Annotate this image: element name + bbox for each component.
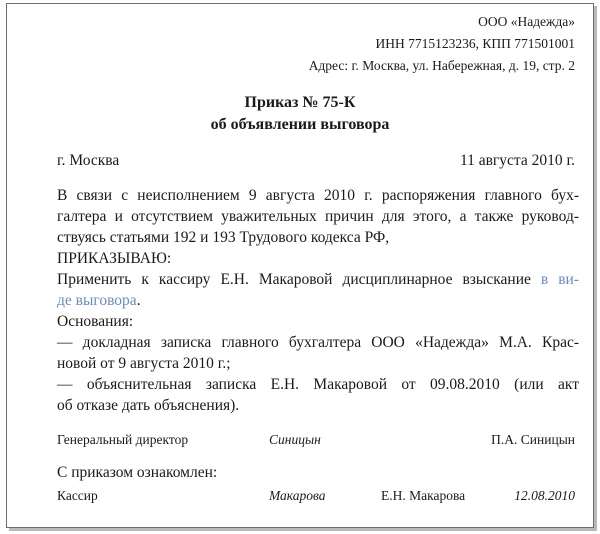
grounds-item-line: — докладная записка главного бухгалтера ООО «Надежда» М.А. Крас- [57, 334, 579, 351]
director-name: П.А. Синицын [491, 432, 575, 447]
acknowledge-label: С приказом ознакомлен: [57, 464, 218, 481]
order-text-line [57, 271, 579, 289]
cashier-position: Кассир [57, 488, 98, 503]
company-name: ООО «Надежда» [478, 14, 575, 29]
grounds-label: Основания: [57, 313, 134, 330]
order-document [6, 3, 594, 528]
director-signature: Синицын [269, 432, 321, 447]
reprimand-link[interactable]: в ви- [540, 271, 579, 288]
order-word: ПРИКАЗЫВАЮ: [57, 250, 172, 267]
grounds-item-line: новой от 9 августа 2010 г.; [57, 355, 231, 372]
company-inn-kpp: ИНН 7715123236, КПП 771501001 [375, 36, 575, 51]
body-paragraph-line: галтера и отсутствием уважительных причин для этого, а также руковод- [57, 208, 579, 225]
body-paragraph-line: В связи с неисполнением 9 августа 2010 г. распоряжения главного бух- [57, 187, 579, 204]
document-date: 11 августа 2010 г. [459, 152, 575, 169]
order-text-end: . [136, 292, 141, 309]
order-text-line [57, 292, 141, 310]
cashier-signature: Макарова [269, 488, 326, 503]
order-text: Применить к кассиру Е.Н. Макаровой дисциплинарное взыскание [57, 271, 541, 288]
director-position: Генеральный директор [57, 432, 189, 447]
cashier-name: Е.Н. Макарова [381, 488, 466, 503]
company-address: Адрес: г. Москва, ул. Набережная, д. 19, стр. 2 [308, 58, 575, 73]
grounds-item-line: — объяснительная записка Е.Н. Макаровой от 09.08.2010 (или акт [57, 376, 579, 393]
reprimand-link-continued[interactable]: де выговора [57, 292, 137, 309]
document-city: г. Москва [57, 152, 120, 169]
body-paragraph-line: ствуясь статьями 192 и 193 Трудового кодекса РФ, [57, 229, 390, 246]
document-subtitle: об объявлении выговора [210, 116, 390, 133]
grounds-item-line: об отказе дать объяснения). [57, 397, 240, 414]
acknowledge-date: 12.08.2010 [514, 488, 575, 503]
document-title: Приказ № 75-К [244, 94, 356, 111]
